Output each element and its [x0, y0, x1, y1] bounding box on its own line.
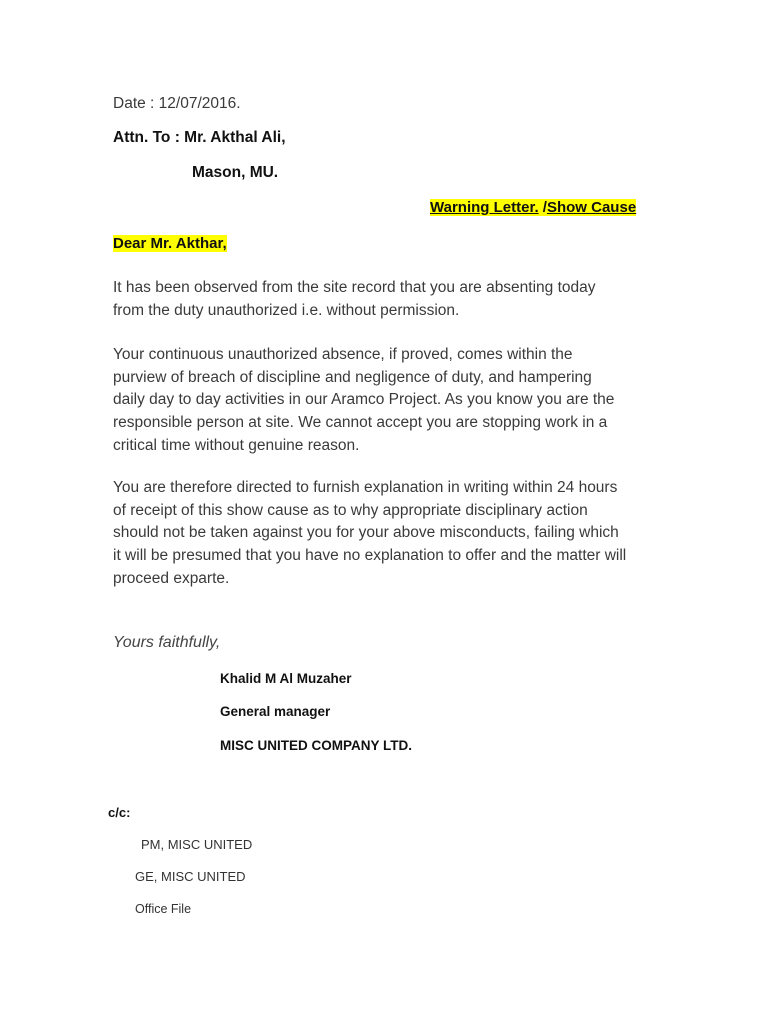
- paragraph-line: Your continuous unauthorized absence, if proved, comes within the: [113, 346, 573, 363]
- signatory-name: Khalid M Al Muzaher: [220, 671, 352, 686]
- cc-label: c/c:: [108, 805, 131, 820]
- recipient-position: Mason, MU.: [192, 164, 279, 181]
- signatory-title: General manager: [220, 704, 331, 719]
- paragraph-line: of receipt of this show cause as to why appropriate disciplinary action: [113, 501, 588, 519]
- letter-date: Date : 12/07/2016.: [113, 95, 241, 112]
- paragraph-line: responsible person at site. We cannot accept you are stopping work in a: [113, 414, 608, 432]
- salutation-text: Dear Mr. Akthar,: [113, 235, 227, 252]
- signatory-company: MISC UNITED COMPANY LTD.: [220, 738, 412, 753]
- cc-recipient: Office File: [135, 902, 192, 916]
- cc-recipient: GE, MISC UNITED: [135, 869, 246, 884]
- paragraph-line: it will be presumed that you have no explanation to offer and the matter will: [113, 547, 627, 565]
- paragraph-line: purview of breach of discipline and negligence of duty, and hampering: [113, 368, 592, 386]
- paragraph-line: It has been observed from the site record that you are absenting today: [113, 279, 596, 296]
- closing: Yours faithfully,: [113, 634, 221, 651]
- paragraph-line: should not be taken against you for your above misconducts, failing which: [113, 524, 619, 542]
- letter-subject: [430, 199, 636, 216]
- paragraph-line: proceed exparte.: [113, 569, 230, 587]
- paragraph-3: [113, 477, 673, 591]
- paragraph-line: critical time without genuine reason.: [113, 436, 360, 454]
- paragraph-2: [113, 344, 673, 458]
- attn-line: Attn. To : Mr. Akthal Ali,: [113, 129, 286, 146]
- paragraph-line: from the duty unauthorized i.e. without permission.: [113, 301, 460, 319]
- subject-show-cause: Show Cause: [546, 199, 637, 216]
- cc-recipient: PM, MISC UNITED: [141, 837, 253, 852]
- paragraph-line: daily day to day activities in our Aramco Project. As you know you are the: [113, 391, 615, 409]
- salutation: [113, 235, 227, 252]
- paragraph-line: You are therefore directed to furnish explanation in writing within 24 hours: [113, 479, 618, 496]
- paragraph-1: [113, 277, 673, 322]
- subject-separator: /: [538, 199, 547, 216]
- subject-warning-letter: Warning Letter.: [430, 199, 539, 216]
